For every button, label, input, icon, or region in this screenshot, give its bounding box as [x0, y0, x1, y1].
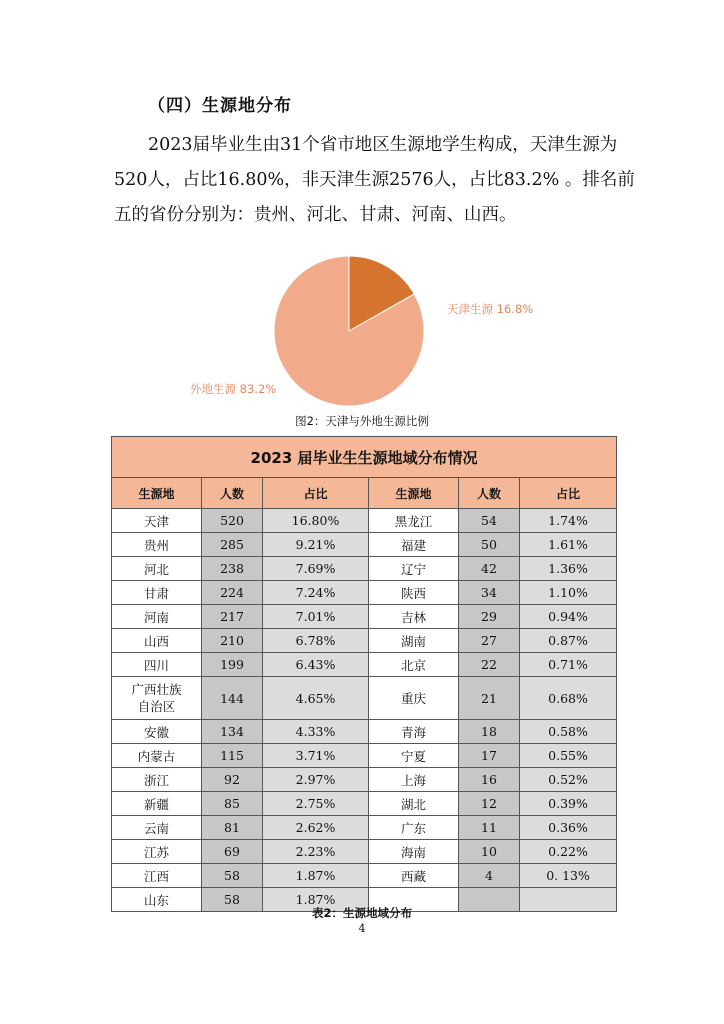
header-origin-2: 生源地	[369, 478, 459, 509]
count-cell: 81	[202, 816, 263, 840]
origin-cell: 浙江	[112, 768, 202, 792]
count-cell: 29	[459, 605, 520, 629]
table-row	[112, 768, 617, 792]
origin-cell: 黑龙江	[369, 509, 459, 533]
origin-distribution-table	[111, 436, 617, 912]
percent-cell: 0.52%	[520, 768, 617, 792]
count-cell: 10	[459, 840, 520, 864]
percent-cell: 2.23%	[263, 840, 369, 864]
figure-caption: 图2：天津与外地生源比例	[295, 414, 429, 428]
table-row	[112, 653, 617, 677]
percent-cell: 1.10%	[520, 581, 617, 605]
percent-cell: 0.58%	[520, 720, 617, 744]
percent-cell: 2.97%	[263, 768, 369, 792]
percent-cell: 0.55%	[520, 744, 617, 768]
origin-cell: 西藏	[369, 864, 459, 888]
header-percent: 占比	[263, 478, 369, 509]
section-heading: （四）生源地分布	[148, 96, 292, 116]
percent-cell: 0.36%	[520, 816, 617, 840]
percent-cell: 0.71%	[520, 653, 617, 677]
table-row	[112, 581, 617, 605]
origin-cell: 河北	[112, 557, 202, 581]
count-cell: 17	[459, 744, 520, 768]
table-row	[112, 840, 617, 864]
table-row	[112, 605, 617, 629]
percent-cell: 1.87%	[263, 864, 369, 888]
origin-cell: 山西	[112, 629, 202, 653]
origin-cell: 湖北	[369, 792, 459, 816]
percent-cell: 4.65%	[263, 677, 369, 720]
percent-cell: 7.24%	[263, 581, 369, 605]
percent-cell: 1.61%	[520, 533, 617, 557]
table-header-row	[112, 478, 617, 509]
table-row	[112, 677, 617, 720]
origin-cell: 贵州	[112, 533, 202, 557]
header-count: 人数	[202, 478, 263, 509]
count-cell: 27	[459, 629, 520, 653]
table-title: 2023 届毕业生生源地域分布情况	[112, 437, 617, 478]
percent-cell: 0.94%	[520, 605, 617, 629]
count-cell: 285	[202, 533, 263, 557]
percent-cell: 1.36%	[520, 557, 617, 581]
header-percent-2: 占比	[520, 478, 617, 509]
count-cell: 115	[202, 744, 263, 768]
percent-cell: 2.62%	[263, 816, 369, 840]
origin-cell: 江苏	[112, 840, 202, 864]
origin-cell: 湖南	[369, 629, 459, 653]
percent-cell: 0. 13%	[520, 864, 617, 888]
count-cell: 85	[202, 792, 263, 816]
count-cell: 11	[459, 816, 520, 840]
origin-cell: 河南	[112, 605, 202, 629]
percent-cell: 1.87%	[263, 888, 369, 912]
table-row	[112, 720, 617, 744]
count-cell: 18	[459, 720, 520, 744]
origin-cell: 江西	[112, 864, 202, 888]
origin-cell: 海南	[369, 840, 459, 864]
percent-cell: 2.75%	[263, 792, 369, 816]
percent-cell: 4.33%	[263, 720, 369, 744]
origin-cell: 山东	[112, 888, 202, 912]
count-cell: 42	[459, 557, 520, 581]
origin-cell: 陕西	[369, 581, 459, 605]
origin-cell: 新疆	[112, 792, 202, 816]
count-cell: 54	[459, 509, 520, 533]
table-row	[112, 744, 617, 768]
origin-cell: 天津	[112, 509, 202, 533]
percent-cell: 16.80%	[263, 509, 369, 533]
origin-cell: 安徽	[112, 720, 202, 744]
origin-cell: 辽宁	[369, 557, 459, 581]
origin-cell: 上海	[369, 768, 459, 792]
table-row	[112, 792, 617, 816]
count-cell: 134	[202, 720, 263, 744]
page-number: 4	[358, 922, 366, 935]
slice-label-tianjin: 天津生源 16.8%	[447, 302, 534, 316]
count-cell: 144	[202, 677, 263, 720]
count-cell: 217	[202, 605, 263, 629]
percent-cell: 3.71%	[263, 744, 369, 768]
origin-cell: 云南	[112, 816, 202, 840]
table-row	[112, 864, 617, 888]
paragraph-text: 2023届毕业生由31个省市地区生源地学生构成，天津生源为520人，占比16.80%，非天津生源2576人，占比83.2% 。排名前五的省份分别为：贵州、河北、甘肃、河南、山西。	[114, 135, 635, 225]
percent-cell: 1.74%	[520, 509, 617, 533]
header-origin: 生源地	[112, 478, 202, 509]
table-caption: 表2：生源地域分布	[311, 906, 412, 920]
slice-label-other: 外地生源 83.2%	[190, 382, 277, 396]
count-cell: 199	[202, 653, 263, 677]
percent-cell: 0.22%	[520, 840, 617, 864]
origin-cell: 广东	[369, 816, 459, 840]
count-cell: 50	[459, 533, 520, 557]
origin-cell: 宁夏	[369, 744, 459, 768]
count-cell: 69	[202, 840, 263, 864]
count-cell: 238	[202, 557, 263, 581]
percent-cell: 6.43%	[263, 653, 369, 677]
percent-cell: 0.87%	[520, 629, 617, 653]
table-row	[112, 533, 617, 557]
table-row	[112, 557, 617, 581]
count-cell: 520	[202, 509, 263, 533]
table-row	[112, 509, 617, 533]
body-paragraph	[114, 128, 638, 233]
count-cell: 12	[459, 792, 520, 816]
count-cell: 22	[459, 653, 520, 677]
count-cell: 92	[202, 768, 263, 792]
count-cell: 34	[459, 581, 520, 605]
origin-cell: 广西壮族 自治区	[112, 677, 202, 720]
count-cell: 16	[459, 768, 520, 792]
origin-cell: 青海	[369, 720, 459, 744]
origin-cell: 福建	[369, 533, 459, 557]
pie-chart	[150, 252, 570, 412]
table-row	[112, 629, 617, 653]
table-row	[112, 816, 617, 840]
percent-cell: 7.01%	[263, 605, 369, 629]
origin-cell: 内蒙古	[112, 744, 202, 768]
count-cell: 4	[459, 864, 520, 888]
count-cell: 21	[459, 677, 520, 720]
pie-slices	[274, 256, 424, 406]
count-cell: 210	[202, 629, 263, 653]
count-cell: 58	[202, 888, 263, 912]
percent-cell: 7.69%	[263, 557, 369, 581]
count-cell: 58	[202, 864, 263, 888]
percent-cell: 9.21%	[263, 533, 369, 557]
origin-cell: 重庆	[369, 677, 459, 720]
origin-cell: 北京	[369, 653, 459, 677]
count-cell: 224	[202, 581, 263, 605]
origin-cell: 甘肃	[112, 581, 202, 605]
percent-cell: 6.78%	[263, 629, 369, 653]
origin-cell: 吉林	[369, 605, 459, 629]
origin-cell: 四川	[112, 653, 202, 677]
percent-cell: 0.68%	[520, 677, 617, 720]
header-count-2: 人数	[459, 478, 520, 509]
percent-cell: 0.39%	[520, 792, 617, 816]
